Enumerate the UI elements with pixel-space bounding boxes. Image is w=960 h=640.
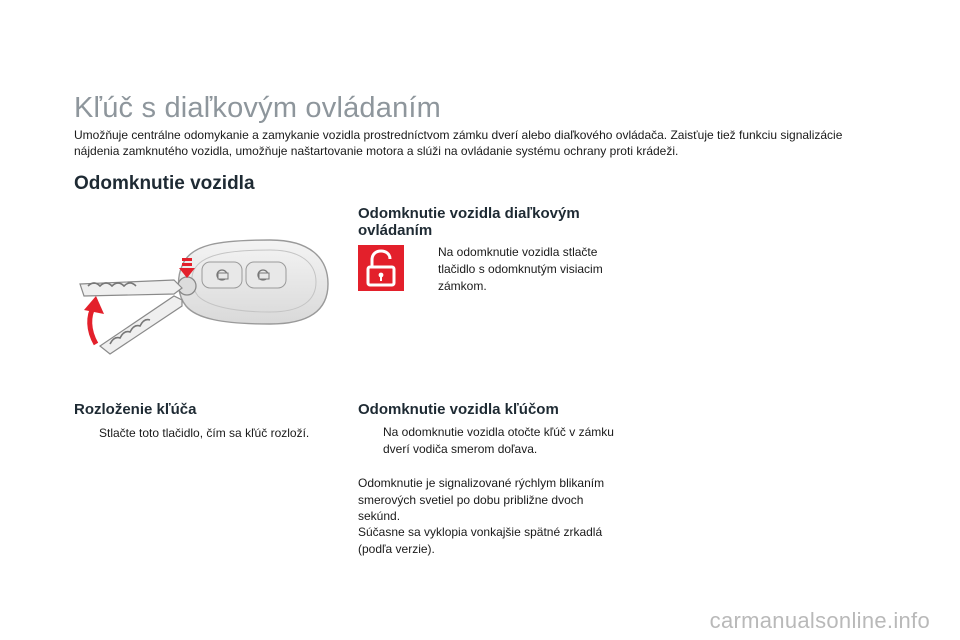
section-heading-unlock: Odomknutie vozidla (74, 173, 255, 194)
page-title: Kľúč s diaľkovým ovládaním (74, 92, 442, 124)
mirror-note: Súčasne sa vyklopia vonkajšie spätné zrkadlá (podľa verzie). (358, 525, 603, 556)
key-illustration (70, 236, 332, 358)
remote-unlock-text: Na odomknutie vozidla stlačte tlačidlo s odomknutým visiacim zámkom. (438, 245, 603, 293)
bullet-finger-icon (77, 425, 99, 442)
subheading-remote-unlock: Odomknutie vozidla diaľkovým ovládaním (358, 205, 580, 239)
bullet-finger-icon (416, 244, 438, 295)
watermark: carmanualsonline.info (709, 608, 930, 633)
unlock-button-box (358, 245, 404, 291)
intro-paragraph: Umožňuje centrálne odomykanie a zamykanie vozidla prostredníctvom zámku dverí alebo diaľkového ovládača. Zaisťuje tiež funkciu signalizácie nájdenia zamknutého vozidla, umožňuje naštartovanie motora a slúži na ovládanie systému ochrany proti krádeži. (74, 128, 843, 158)
key-unlock-instruction (361, 424, 629, 458)
signal-note: Odomknutie je signalizované rýchlym blikaním smerových svetiel po dobu približne dvoch sekúnd. (358, 476, 605, 523)
unlocked-padlock-icon (358, 245, 404, 291)
subheading-unfold-key: Rozloženie kľúča (74, 401, 197, 418)
unfold-key-instruction (77, 425, 337, 442)
unfold-key-text: Stlačte toto tlačidlo, čím sa kľúč rozloží. (99, 426, 310, 440)
key-unlock-text: Na odomknutie vozidla otočte kľúč v zámku dverí vodiča smerom doľava. (383, 425, 614, 456)
remote-unlock-instruction (416, 244, 616, 295)
subheading-key-unlock: Odomknutie vozidla kľúčom (358, 401, 559, 418)
folding-key-image (70, 236, 332, 358)
bullet-finger-icon (361, 424, 383, 458)
